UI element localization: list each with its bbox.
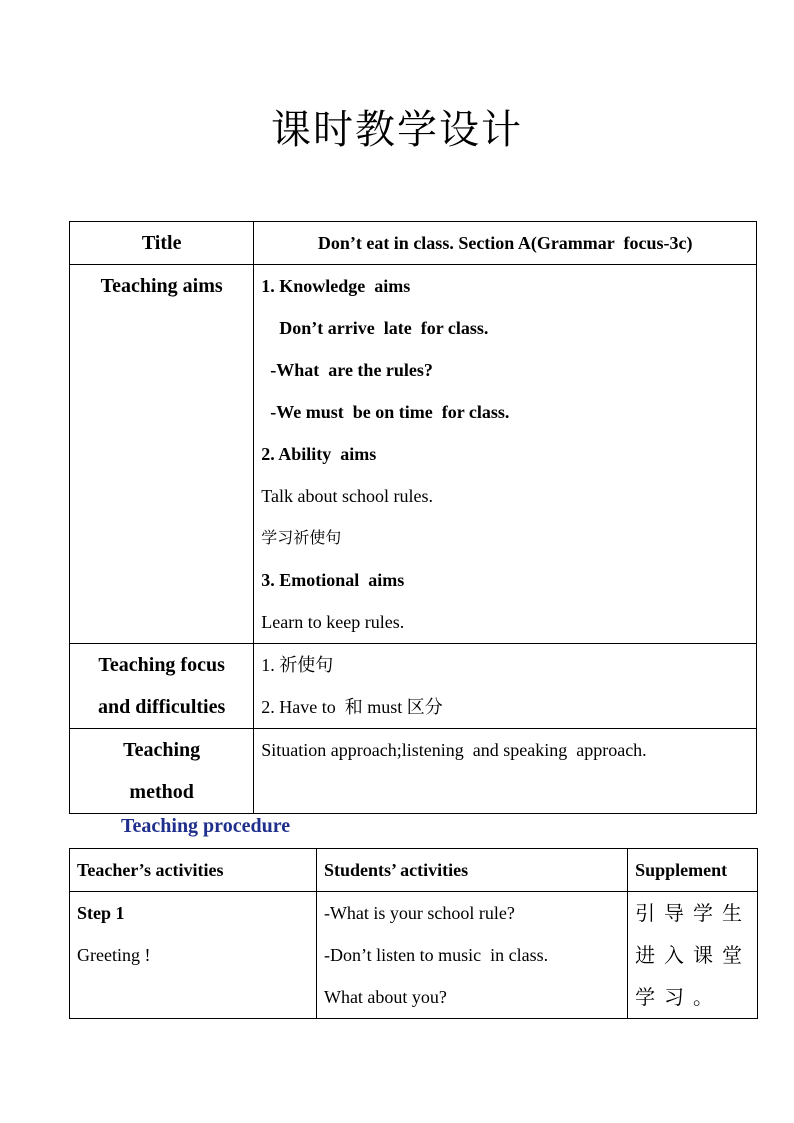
supplement-line: 进入课堂	[635, 943, 752, 967]
aim-line: Talk about school rules.	[261, 486, 433, 506]
aim-heading: 1. Knowledge aims	[261, 276, 411, 296]
step-label: Step 1	[77, 903, 125, 923]
students-cell	[316, 892, 627, 1019]
aim-line: 学习祈使句	[261, 528, 342, 547]
aim-heading: 3. Emotional aims	[261, 570, 405, 590]
supplement-line: 学习。	[635, 985, 723, 1009]
procedure-table	[69, 848, 758, 1019]
lesson-title: Don’t eat in class. Section A(Grammar focus-3c)	[317, 233, 693, 253]
method-label: method	[129, 781, 194, 803]
method-label-cell	[70, 729, 254, 814]
header-cell	[70, 849, 317, 892]
table-row	[70, 892, 758, 1019]
aim-line: Don’t arrive late for class.	[261, 318, 489, 338]
document-title: 课时教学设计	[271, 107, 523, 153]
focus-label: Teaching focus	[98, 654, 225, 676]
method-label: Teaching	[123, 739, 201, 761]
header-cell	[316, 849, 627, 892]
title-label-cell	[70, 222, 254, 265]
aim-line: Learn to keep rules.	[261, 612, 405, 632]
method-value: Situation approach;listening and speaking approach.	[261, 740, 647, 760]
aim-heading: 2. Ability aims	[261, 444, 377, 464]
header-cell	[628, 849, 758, 892]
column-header: Supplement	[635, 860, 728, 880]
method-cell	[254, 729, 757, 814]
supplement-line: 引导学生	[635, 901, 752, 925]
focus-label: and difficulties	[98, 696, 226, 718]
table-row	[70, 222, 757, 265]
focus-label-cell	[70, 644, 254, 729]
focus-cell	[254, 644, 757, 729]
column-header: Teacher’s activities	[77, 860, 224, 880]
title-value-cell	[254, 222, 757, 265]
aims-cell	[254, 265, 757, 644]
aim-line: -We must be on time for class.	[261, 402, 510, 422]
focus-item: 1. 祈使句	[261, 655, 334, 675]
title-label: Title	[141, 232, 182, 254]
teacher-cell	[70, 892, 317, 1019]
table-row	[70, 729, 757, 814]
aim-line: -What are the rules?	[261, 360, 433, 380]
student-activity: What about you?	[323, 987, 447, 1007]
aims-label-cell	[70, 265, 254, 644]
focus-item: 2. Have to 和 must 区分	[261, 697, 443, 717]
procedure-heading: Teaching procedure	[121, 815, 291, 837]
column-header: Students’ activities	[323, 860, 469, 880]
student-activity: -What is your school rule?	[323, 903, 515, 923]
lesson-info-table	[69, 221, 757, 814]
teacher-activity: Greeting !	[77, 945, 151, 965]
student-activity: -Don’t listen to music in class.	[323, 945, 549, 965]
table-row	[70, 644, 757, 729]
aims-label: Teaching aims	[100, 275, 223, 297]
table-row	[70, 265, 757, 644]
table-header-row	[70, 849, 758, 892]
supplement-cell	[628, 892, 758, 1019]
